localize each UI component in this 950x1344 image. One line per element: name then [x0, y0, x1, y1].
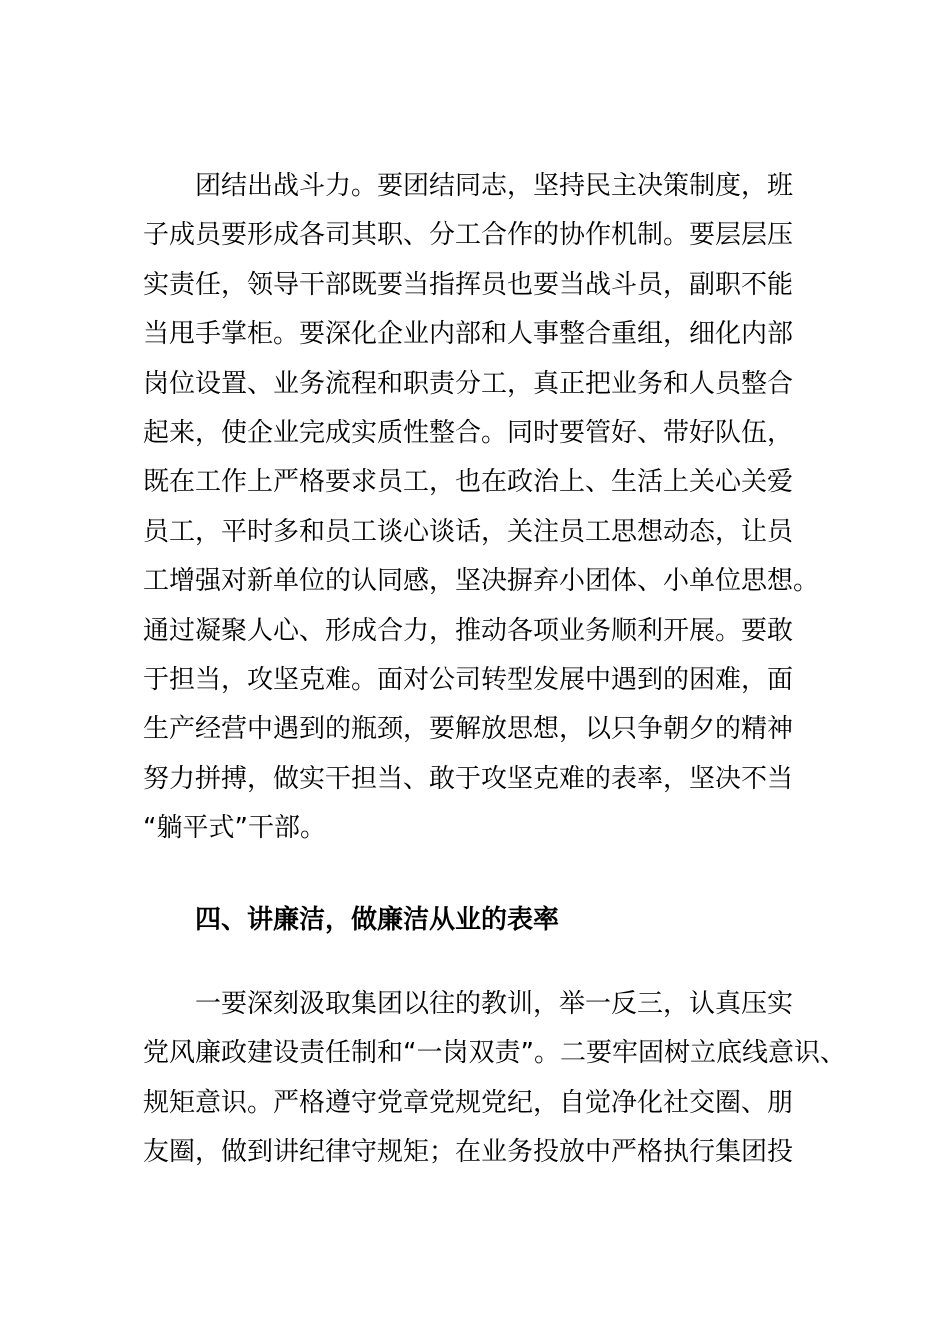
paragraph-line: 努力拼搏，做实干担当、敢于攻坚克难的表率，坚决不当 — [143, 763, 794, 794]
paragraph-line: 于担当，攻坚克难。面对公司转型发展中遇到的困难，面 — [143, 664, 794, 695]
paragraph-line: 规矩意识。严格遵守党章党规党纪，自觉净化社交圈、朋 — [143, 1087, 794, 1118]
paragraph-line: 子成员要形成各司其职、分工合作的协作机制。要层层压 — [143, 220, 794, 251]
section-heading: 四、讲廉洁，做廉洁从业的表率 — [195, 905, 560, 935]
paragraph-line: 团结出战斗力。要团结同志，坚持民主决策制度，班 — [195, 171, 794, 201]
paragraph-line: 工增强对新单位的认同感，坚决摒弃小团体、小单位思想。 — [143, 566, 820, 597]
paragraph-line: 一要深刻汲取集团以往的教训，举一反三，认真压实 — [195, 989, 794, 1019]
paragraph-unity — [143, 162, 823, 853]
paragraph-line: 友圈，做到讲纪律守规矩；在业务投放中严格执行集团投 — [143, 1137, 794, 1168]
paragraph-line: 生产经营中遇到的瓶颈，要解放思想，以只争朝夕的精神 — [143, 714, 794, 745]
paragraph-line: 通过凝聚人心、形成合力，推动各项业务顺利开展。要敢 — [143, 615, 794, 646]
paragraph-line: 当甩手掌柜。要深化企业内部和人事整合重组，细化内部 — [143, 319, 794, 350]
paragraph-integrity — [143, 980, 846, 1178]
paragraph-line: 党风廉政建设责任制和“一岗双责”。二要牢固树立底线意识、 — [143, 1038, 846, 1069]
paragraph-line: 岗位设置、业务流程和职责分工，真正把业务和人员整合 — [143, 368, 794, 399]
paragraph-line: 既在工作上严格要求员工，也在政治上、生活上关心关爱 — [143, 467, 794, 498]
paragraph-line: 起来，使企业完成实质性整合。同时要管好、带好队伍， — [143, 417, 794, 448]
paragraph-line: 实责任，领导干部既要当指挥员也要当战斗员，副职不能 — [143, 269, 794, 300]
paragraph-line: 员工，平时多和员工谈心谈话，关注员工思想动态，让员 — [143, 516, 794, 547]
paragraph-line: “躺平式”干部。 — [143, 813, 326, 844]
